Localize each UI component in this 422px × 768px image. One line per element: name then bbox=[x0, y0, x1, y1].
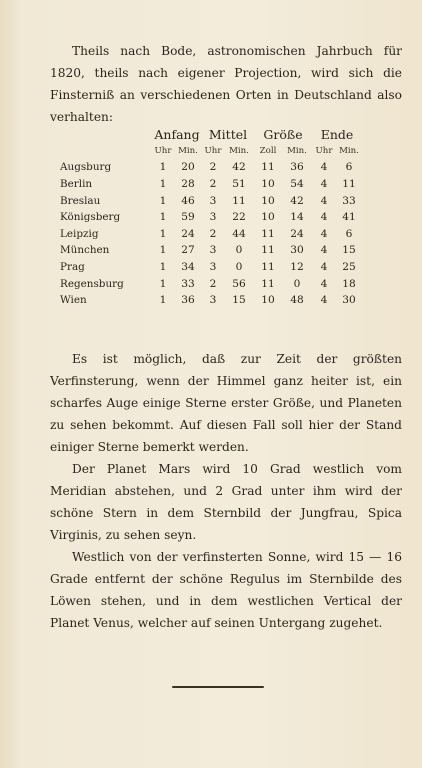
table-cell: 6 bbox=[345, 161, 353, 174]
header-ende: Ende bbox=[320, 126, 354, 142]
table-cell: 0 bbox=[235, 244, 243, 257]
table-cell: 34 bbox=[181, 261, 195, 274]
table-cell: 4 bbox=[320, 277, 328, 290]
table-cell: 3 bbox=[209, 244, 217, 257]
paragraph-text: Es ist möglich, daß zur Zeit der größten Verfinsterung, wenn der Himmel ganz heiter ist, ein scharfes Auge einige Sterne erster Größe, und Planeten zu sehen bekommt. Auf diesen Fall soll hier der Stand einiger Sterne bemerkt werden. bbox=[50, 352, 402, 454]
table-cell: 20 bbox=[181, 161, 195, 174]
table-cell: 11 bbox=[232, 194, 246, 207]
unit-label: Uhr bbox=[154, 145, 172, 156]
table-cell: 4 bbox=[320, 194, 328, 207]
table-cell: 11 bbox=[261, 244, 275, 257]
table-cell: 11 bbox=[261, 261, 275, 274]
intro-paragraph bbox=[50, 40, 402, 128]
table-cell: 4 bbox=[320, 227, 328, 240]
table-cell: 15 bbox=[232, 294, 246, 307]
unit-label: Min. bbox=[339, 145, 359, 156]
table-cell: 1 bbox=[159, 261, 167, 274]
table-cell: 27 bbox=[181, 244, 195, 257]
table-header-row bbox=[60, 126, 362, 143]
city-name: Regensburg bbox=[60, 277, 124, 290]
city-name: Leipzig bbox=[60, 227, 99, 240]
table-cell: 30 bbox=[342, 294, 356, 307]
table-cell: 59 bbox=[181, 211, 195, 224]
table-cell: 11 bbox=[261, 277, 275, 290]
table-cell: 11 bbox=[261, 161, 275, 174]
table-cell: 54 bbox=[290, 178, 304, 191]
paragraph-text: Westlich von der verfinsterten Sonne, wird 15 — 16 Grade entfernt der schöne Regulus im Sternbilde des Löwen stehen, und in dem westlichen Vertical der Planet Venus, welcher auf seinen Untergang zugehet. bbox=[50, 550, 402, 630]
table-cell: 36 bbox=[181, 294, 195, 307]
paragraph-mars bbox=[50, 458, 402, 546]
table-row bbox=[60, 192, 362, 209]
unit-label: Min. bbox=[178, 145, 198, 156]
table-cell: 4 bbox=[320, 244, 328, 257]
header-anfang: Anfang bbox=[154, 126, 200, 142]
table-cell: 33 bbox=[342, 194, 356, 207]
table-unit-row bbox=[60, 143, 362, 160]
table-cell: 46 bbox=[181, 194, 195, 207]
table-cell: 2 bbox=[209, 161, 217, 174]
table-cell: 1 bbox=[159, 178, 167, 191]
table-cell: 3 bbox=[209, 261, 217, 274]
table-cell: 2 bbox=[209, 277, 217, 290]
table-row bbox=[60, 275, 362, 292]
table-cell: 2 bbox=[209, 178, 217, 191]
table-row bbox=[60, 292, 362, 309]
table-cell: 4 bbox=[320, 211, 328, 224]
table-cell: 48 bbox=[290, 294, 304, 307]
table-cell: 2 bbox=[209, 227, 217, 240]
table-cell: 44 bbox=[232, 227, 246, 240]
table-row bbox=[60, 159, 362, 176]
table-cell: 51 bbox=[232, 178, 246, 191]
unit-label: Uhr bbox=[315, 145, 333, 156]
table-cell: 36 bbox=[290, 161, 304, 174]
table-cell: 0 bbox=[293, 277, 301, 290]
header-mittel: Mittel bbox=[208, 126, 248, 142]
table-cell: 6 bbox=[345, 227, 353, 240]
table-cell: 14 bbox=[290, 211, 304, 224]
city-name: München bbox=[60, 244, 110, 257]
table-cell: 41 bbox=[342, 211, 356, 224]
table-cell: 3 bbox=[209, 194, 217, 207]
table-cell: 12 bbox=[290, 261, 304, 274]
table-cell: 24 bbox=[290, 227, 304, 240]
city-column-header bbox=[60, 126, 152, 143]
table-cell: 42 bbox=[232, 161, 246, 174]
table-cell: 1 bbox=[159, 227, 167, 240]
table-cell: 3 bbox=[209, 294, 217, 307]
table-cell: 33 bbox=[181, 277, 195, 290]
table-cell: 10 bbox=[261, 194, 275, 207]
table-cell: 28 bbox=[181, 178, 195, 191]
table-row bbox=[60, 176, 362, 193]
paragraph-text: Der Planet Mars wird 10 Grad westlich vom Meridian abstehen, und 2 Grad unter ihm wird der schöne Stern in dem Sternbild der Jungfrau, Spica Virginis, zu sehen seyn. bbox=[50, 462, 402, 542]
unit-label: Min. bbox=[229, 145, 249, 156]
table-cell: 10 bbox=[261, 178, 275, 191]
header-groesse: Größe bbox=[263, 126, 303, 142]
table-cell: 30 bbox=[290, 244, 304, 257]
table-cell: 18 bbox=[342, 277, 356, 290]
table-cell: 4 bbox=[320, 261, 328, 274]
table-cell: 4 bbox=[320, 294, 328, 307]
unit-label: Uhr bbox=[204, 145, 222, 156]
table-body bbox=[60, 159, 362, 308]
table-cell: 1 bbox=[159, 244, 167, 257]
table-cell: 1 bbox=[159, 211, 167, 224]
city-name: Wien bbox=[60, 294, 87, 307]
table-cell: 15 bbox=[342, 244, 356, 257]
table-cell: 1 bbox=[159, 277, 167, 290]
table-cell: 56 bbox=[232, 277, 246, 290]
city-name: Prag bbox=[60, 261, 85, 274]
city-name: Breslau bbox=[60, 194, 101, 207]
paragraph-stars bbox=[50, 348, 402, 458]
city-name: Berlin bbox=[60, 178, 93, 191]
table-cell: 11 bbox=[342, 178, 356, 191]
table-cell: 11 bbox=[261, 227, 275, 240]
table-cell: 10 bbox=[261, 211, 275, 224]
intro-text: Theils nach Bode, astronomischen Jahrbuch für 1820, theils nach eigener Projection, wird sich die Finsterniß an verschiedenen Orten in Deutschland also verhalten: bbox=[50, 44, 402, 124]
table-cell: 10 bbox=[261, 294, 275, 307]
unit-label: Zoll bbox=[259, 145, 277, 156]
table-cell: 0 bbox=[235, 261, 243, 274]
unit-label: Min. bbox=[287, 145, 307, 156]
city-name: Königsberg bbox=[60, 211, 121, 224]
table-cell: 1 bbox=[159, 194, 167, 207]
table-row bbox=[60, 242, 362, 259]
closing-rule bbox=[172, 686, 264, 688]
table-cell: 4 bbox=[320, 161, 328, 174]
table-row bbox=[60, 259, 362, 276]
city-name: Augsburg bbox=[60, 161, 112, 174]
table-row bbox=[60, 209, 362, 226]
table-cell: 22 bbox=[232, 211, 246, 224]
table-cell: 4 bbox=[320, 178, 328, 191]
table-cell: 3 bbox=[209, 211, 217, 224]
table-row bbox=[60, 226, 362, 243]
table-cell: 25 bbox=[342, 261, 356, 274]
eclipse-table bbox=[60, 126, 362, 309]
table-cell: 1 bbox=[159, 161, 167, 174]
table-cell: 24 bbox=[181, 227, 195, 240]
paragraph-regulus bbox=[50, 546, 402, 634]
table-cell: 1 bbox=[159, 294, 167, 307]
table-cell: 42 bbox=[290, 194, 304, 207]
